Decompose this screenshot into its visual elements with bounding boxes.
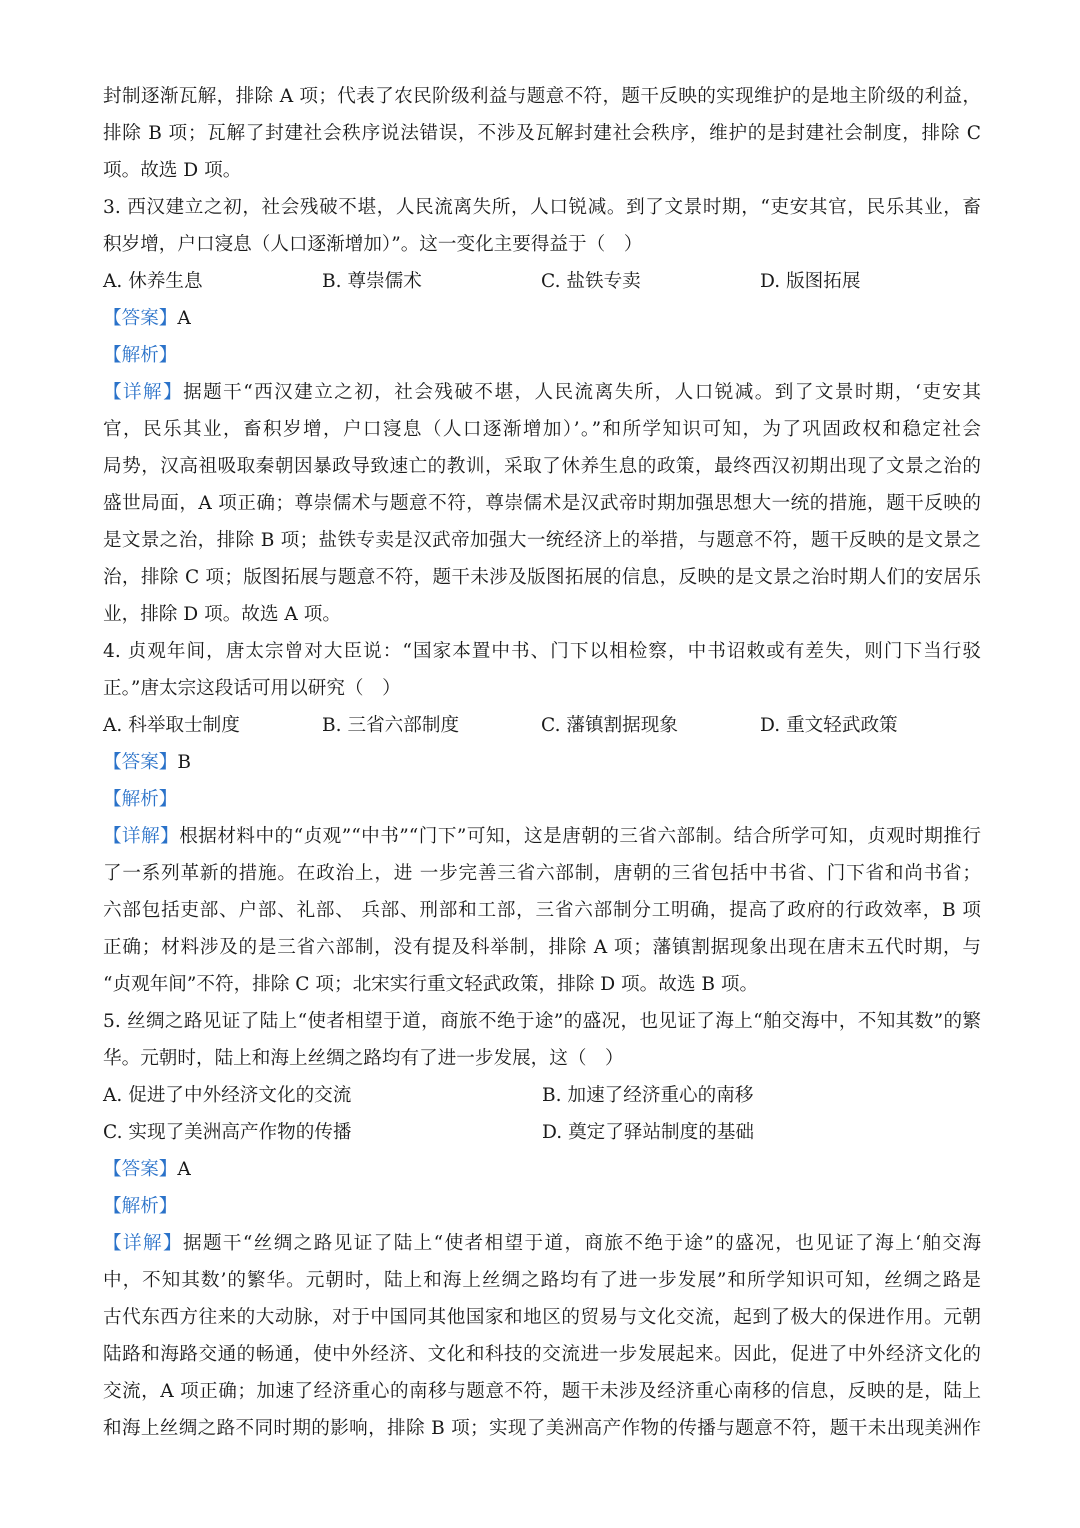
option-b: B. 尊崇儒术 [322,271,422,292]
detail-line: 是文景之治，排除 B 项；盐铁专卖是汉武帝加强大一统经济上的举措，与题意不符，题干反映的是文景之 [103,530,981,551]
detail-line: 正确；材料涉及的是三省六部制，没有提及科举制，排除 A 项；藩镇割据现象出现在唐末五代时期，与 [103,937,981,958]
question-stem: 3. 西汉建立之初，社会残破不堪，人民流离失所，人口锐减。到了文景时期，“吏安其官，民乐其业，畜 [103,197,981,218]
detail-line: 官，民乐其业，畜积岁增，户口寖息（人口逐渐增加）’。”和所学知识可知，为了巩固政权和稳定社会 [103,419,981,440]
answer-value: A [177,1159,191,1180]
detail-line: “贞观年间”不符，排除 C 项；北宋实行重文轻武政策，排除 D 项。故选 B 项。 [103,974,759,995]
answer-value: A [177,308,191,329]
detail-line: 中，不知其数’的繁华。元朝时，陆上和海上丝绸之路均有了进一步发展”和所学知识可知，丝绸之路是 [103,1270,981,1291]
detail-line: 了一系列革新的措施。在政治上，进 一步完善三省六部制，唐朝的三省包括中书省、门下省和尚书省； [103,863,981,884]
option-a: A. 促进了中外经济文化的交流 [103,1085,352,1106]
text-line: 项。故选 D 项。 [103,160,242,181]
detail-line [103,374,981,411]
answer-tag: 【答案】 [103,308,178,329]
question-stem: 华。元朝时，陆上和海上丝绸之路均有了进一步发展，这（ ） [103,1048,624,1069]
answer-line [103,744,981,781]
option-b: B. 三省六部制度 [322,715,460,736]
detail-text: 据题干“丝绸之路见证了陆上“使者相望于道，商旅不绝于途”的盛况，也见证了海上‘舶交海 [182,1233,981,1254]
detail-line: 业，排除 D 项。故选 A 项。 [103,604,341,625]
detail-line [103,1225,981,1262]
option-a: A. 休养生息 [103,271,203,292]
question-stem: 正。”唐太宗这段话可用以研究（ ） [103,678,401,699]
detail-text: 据题干“西汉建立之初，社会残破不堪，人民流离失所，人口锐减。到了文景时期，‘吏安其 [183,382,981,403]
text-line: 封制逐渐瓦解，排除 A 项；代表了农民阶级利益与题意不符，题干反映的实现维护的是地主阶级的利益， [103,86,981,107]
answer-line [103,300,981,337]
option-c: C. 实现了美洲高产作物的传播 [103,1122,352,1143]
option-d: D. 重文轻武政策 [760,715,898,736]
detail-line: 局势，汉高祖吸取秦朝因暴政导致速亡的教训，采取了休养生息的政策，最终西汉初期出现了文景之治的 [103,456,981,477]
question-stem: 积岁增，户口寖息（人口逐渐增加）”。这一变化主要得益于（ ） [103,234,643,255]
detail-line [103,818,981,855]
analysis-line [103,1188,981,1225]
detail-line: 交流，A 项正确；加速了经济重心的南移与题意不符，题干未涉及经济重心南移的信息，反映的是，陆上 [103,1381,981,1402]
answer-tag: 【答案】 [103,1159,178,1180]
analysis-line [103,337,981,374]
option-d: D. 版图拓展 [760,271,861,292]
detail-tag: 【详解】 [103,1233,183,1254]
question-stem: 4. 贞观年间，唐太宗曾对大臣说：“国家本置中书、门下以相检察，中书诏敕或有差失，则门下当行驳 [103,641,981,662]
option-row [103,263,981,300]
detail-line: 六部包括吏部、户部、礼部、 兵部、刑部和工部，三省六部制分工明确，提高了政府的行政效率，B 项 [103,900,981,921]
question-stem: 5. 丝绸之路见证了陆上“使者相望于道，商旅不绝于途”的盛况，也见证了海上“舶交海中，不知其数”的繁 [103,1011,981,1032]
text-line: 排除 B 项；瓦解了封建社会秩序说法错误，不涉及瓦解封建社会秩序，维护的是封建社会制度，排除 C [103,123,981,144]
analysis-tag: 【解析】 [103,345,178,366]
option-c: C. 盐铁专卖 [541,271,641,292]
option-row [103,1077,981,1114]
detail-line: 陆路和海路交通的畅通，使中外经济、文化和科技的交流进一步发展起来。因此，促进了中外经济文化的 [103,1344,981,1365]
option-row [103,707,981,744]
option-d: D. 奠定了驿站制度的基础 [542,1122,755,1143]
answer-tag: 【答案】 [103,752,178,773]
detail-text: 根据材料中的“贞观”“中书”“门下”可知，这是唐朝的三省六部制。结合所学可知，贞观时期推行 [179,826,981,847]
analysis-tag: 【解析】 [103,1196,178,1217]
detail-line: 和海上丝绸之路不同时期的影响，排除 B 项；实现了美洲高产作物的传播与题意不符，题干未出现美洲作 [103,1418,981,1439]
detail-tag: 【详解】 [103,826,180,847]
document-body [103,78,981,1447]
option-b: B. 加速了经济重心的南移 [542,1085,754,1106]
detail-line: 治，排除 C 项；版图拓展与题意不符，题干未涉及版图拓展的信息，反映的是文景之治时期人们的安居乐 [103,567,981,588]
analysis-line [103,781,981,818]
analysis-tag: 【解析】 [103,789,178,810]
detail-tag: 【详解】 [103,382,184,403]
detail-line: 盛世局面，A 项正确；尊崇儒术与题意不符，尊崇儒术是汉武帝时期加强思想大一统的措施，题干反映的 [103,493,981,514]
answer-line [103,1151,981,1188]
option-a: A. 科举取士制度 [103,715,240,736]
answer-value: B [177,752,192,773]
option-c: C. 藩镇割据现象 [541,715,678,736]
option-row [103,1114,981,1151]
detail-line: 古代东西方往来的大动脉，对于中国同其他国家和地区的贸易与文化交流，起到了极大的保进作用。元朝 [103,1307,981,1328]
